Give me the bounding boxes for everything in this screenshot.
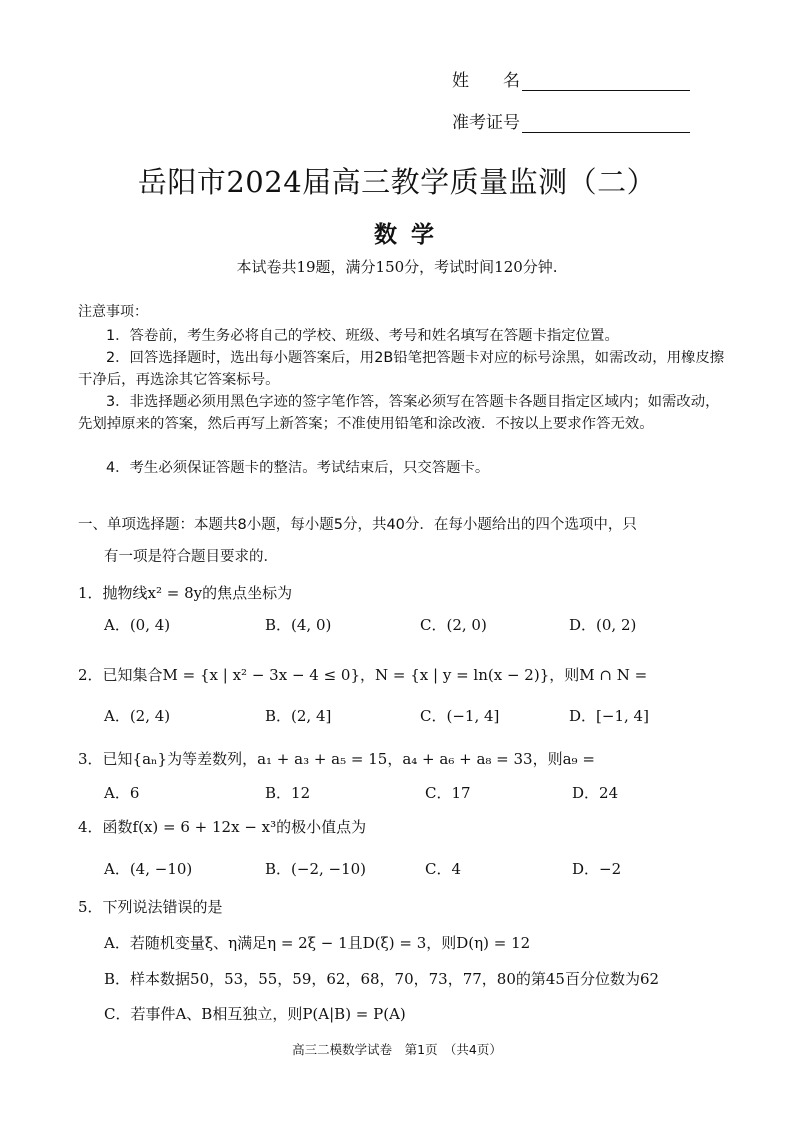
option-b: B．(4, 0) — [265, 616, 332, 634]
question-stem: 4．函数f(x) = 6 + 12x − x³的极小值点为 — [78, 818, 367, 836]
name-field — [452, 66, 690, 91]
option-b: B．样本数据50，53，55，59，62，68，70，73，77，80的第45百分位数为62 — [104, 970, 660, 988]
exam-id-field — [452, 108, 690, 133]
exam-id-blank — [522, 114, 690, 133]
page-footer: 高三二模数学试卷 第1页 （共4页） — [292, 1042, 502, 1057]
option-b: B．(2, 4] — [265, 707, 332, 725]
option-a: A．(2, 4) — [104, 707, 171, 725]
option-b: B．12 — [265, 784, 311, 802]
exam-id-label: 准考证号 — [452, 113, 520, 133]
subject-title: 数学 — [374, 221, 448, 248]
section-heading-cont: 有一项是符合题目要求的． — [104, 549, 278, 565]
option-b: B．(−2, −10) — [265, 860, 367, 878]
option-c: C．若事件A、B相互独立，则P(A|B) = P(A) — [104, 1005, 406, 1023]
exam-intro: 本试卷共19题，满分150分，考试时间120分钟. — [236, 258, 558, 276]
notes-heading: 注意事项： — [78, 304, 148, 320]
question-stem: 2．已知集合M = {x | x² − 3x − 4 ≤ 0}，N = {x | y = ln(x − 2)}，则M ∩ N = — [78, 666, 648, 684]
note-item: 3．非选择题必须用黑色字迹的签字笔作答，答案必须写在答题卡各题目指定区域内；如需改动，先划掉原来的答案，然后再写上新答案；不准使用铅笔和涂改液．不按以上要求作答无效。 — [78, 394, 720, 432]
option-c: C．4 — [425, 860, 462, 878]
name-label: 姓 名 — [452, 71, 520, 91]
note-item: 1．答卷前，考生务必将自己的学校、班级、考号和姓名填写在答题卡指定位置。 — [106, 328, 619, 344]
question-stem: 3．已知{aₙ}为等差数列，a₁ + a₃ + a₅ = 15，a₄ + a₆ + a₈ = 33，则a₉ = — [78, 750, 595, 768]
question-stem: 5．下列说法错误的是 — [78, 898, 223, 916]
note-item: 4．考生必须保证答题卡的整洁。考试结束后，只交答题卡。 — [106, 460, 490, 476]
option-d: D．24 — [572, 784, 619, 802]
option-c: C．(−1, 4] — [420, 707, 500, 725]
name-blank — [522, 72, 690, 91]
option-a: A．6 — [104, 784, 140, 802]
option-d: D．[−1, 4] — [569, 707, 649, 725]
note-item: 2．回答选择题时，选出每小题答案后，用2B铅笔把答题卡对应的标号涂黑，如需改动，用橡皮擦干净后，再选涂其它答案标号。 — [78, 350, 725, 388]
option-d: D．(0, 2) — [569, 616, 637, 634]
question-stem: 1．抛物线x² = 8y的焦点坐标为 — [78, 584, 293, 602]
option-a: A．(4, −10) — [104, 860, 193, 878]
exam-title: 岳阳市2024届高三教学质量监测（二） — [137, 165, 657, 199]
option-d: D．−2 — [572, 860, 622, 878]
option-c: C．(2, 0) — [420, 616, 487, 634]
option-a: A．若随机变量ξ、η满足η = 2ξ − 1且D(ξ) = 3，则D(η) = 12 — [104, 934, 531, 952]
option-a: A．(0, 4) — [104, 616, 171, 634]
section-heading: 一、单项选择题：本题共8小题，每小题5分，共40分．在每小题给出的四个选项中，只 — [78, 517, 637, 533]
option-c: C．17 — [425, 784, 471, 802]
